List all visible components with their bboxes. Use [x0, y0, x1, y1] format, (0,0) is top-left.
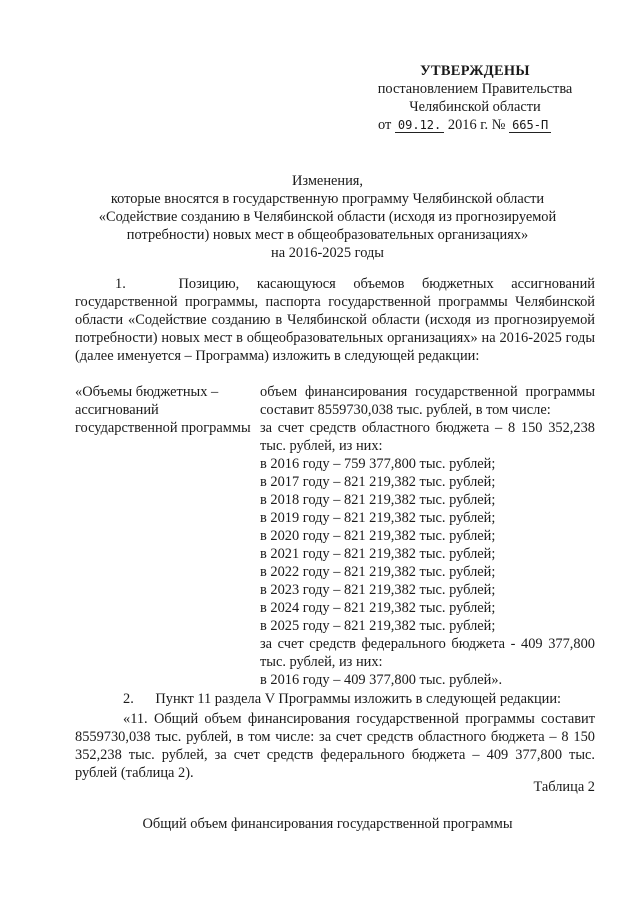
heading-line-4: потребности) новых мест в общеобразовательных организациях»: [126, 227, 529, 243]
approval-from-prefix: от: [378, 117, 392, 133]
passport-year-2016: в 2016 году – 759 377,800 тыс. рублей;: [260, 456, 496, 472]
approval-year-text: 2016 г. №: [447, 117, 506, 133]
paragraph-2: [75, 690, 595, 708]
passport-federal-year: в 2016 году – 409 377,800 тыс. рублей».: [260, 672, 503, 688]
approval-date: 09.12.: [395, 118, 444, 133]
document-heading: [60, 172, 595, 262]
heading-line-1: Изменения,: [291, 173, 364, 189]
paragraph-1: 1. Позицию, касающуюся объемов бюджетных ассигнований государственной программы, паспорта государственной программы Челябинской области «Содействие созданию в Челябинской области (исходя из прогнозируемой потребности) новых мест в общеобразовательных организациях» на 2016-2025 годы (далее именуется – Программа) изложить в следующей редакции:: [75, 276, 595, 364]
approval-line-2: Челябинской области: [409, 99, 541, 115]
passport-year-2022: в 2022 году – 821 219,382 тыс. рублей;: [260, 564, 496, 580]
quote-text: «11. Общий объем финансирования государственной программы составит 8559730,038 тыс. рублей, в том числе: за счет средств областного бюджета – 8 150 352,238 тыс. рублей, за счет средств федерального бюджета – 409 377,800 тыс. рублей (таблица 2).: [75, 711, 595, 781]
passport-federal: за счет средств федерального бюджета - 409 377,800 тыс. рублей, из них:: [260, 636, 595, 670]
table-title: Общий объем финансирования государственной программы: [142, 816, 513, 832]
passport-year-2017: в 2017 году – 821 219,382 тыс. рублей;: [260, 474, 496, 490]
passport-regional: за счет средств областного бюджета – 8 150 352,238 тыс. рублей, из них:: [260, 420, 595, 454]
paragraph-2-lead: 2. Пункт 11 раздела V Программы изложить в следующей редакции:: [123, 691, 562, 707]
passport-year-2020: в 2020 году – 821 219,382 тыс. рублей;: [260, 528, 496, 544]
approval-number: 665-П: [509, 118, 551, 133]
paragraph-2-quote: [75, 710, 595, 782]
passport-year-2018: в 2018 году – 821 219,382 тыс. рублей;: [260, 492, 496, 508]
passport-left-label: «Объемы бюджетных – ассигнований государственной программы: [75, 384, 251, 436]
heading-line-2: которые вносятся в государственную программу Челябинской области: [110, 191, 545, 207]
heading-line-3: «Содействие созданию в Челябинской области (исходя из прогнозируемой: [98, 209, 557, 225]
passport-year-2021: в 2021 году – 821 219,382 тыс. рублей;: [260, 546, 496, 562]
passport-year-2025: в 2025 году – 821 219,382 тыс. рублей;: [260, 618, 496, 634]
passport-year-2024: в 2024 году – 821 219,382 тыс. рублей;: [260, 600, 496, 616]
approval-title: УТВЕРЖДЕНЫ: [420, 63, 530, 79]
passport-intro: объем финансирования государственной программы составит 8559730,038 тыс. рублей, в том числе:: [260, 384, 595, 418]
passport-year-2023: в 2023 году – 821 219,382 тыс. рублей;: [260, 582, 496, 598]
approval-stamp: [360, 62, 590, 134]
approval-date-line: [360, 116, 590, 134]
passport-right-content: [260, 383, 595, 689]
heading-line-5: на 2016-2025 годы: [271, 245, 384, 261]
table-label: Таблица 2: [533, 779, 595, 795]
passport-year-2019: в 2019 году – 821 219,382 тыс. рублей;: [260, 510, 496, 526]
approval-line-1: постановлением Правительства: [377, 81, 573, 97]
